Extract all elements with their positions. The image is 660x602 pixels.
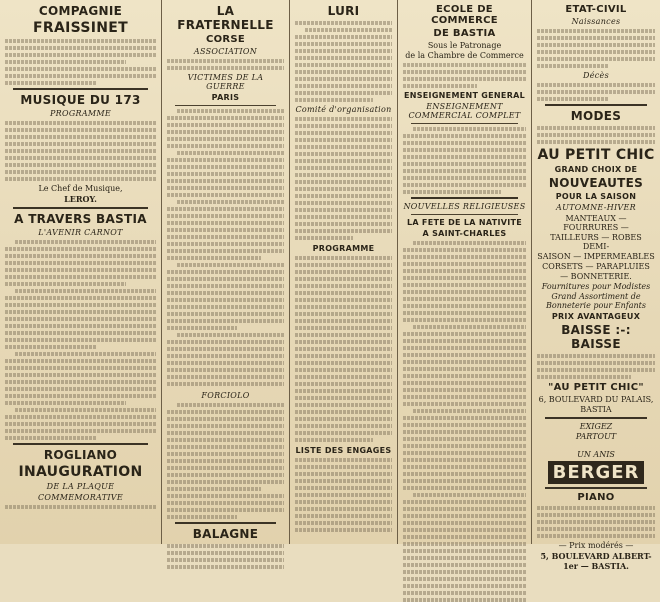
fournitures-line: Fournitures pour Modistes [541,282,651,291]
de-bastia-line: DE BASTIA [433,28,496,39]
pour-la-saison-line: POUR LA SAISON [555,192,637,201]
ecole-heading: ECOLE DE COMMERCE [431,4,498,26]
enseignement-complet: ENSEIGNEMENT COMMERCIAL COMPLET [408,102,521,120]
travers-heading: A TRAVERS BASTIA [14,212,147,226]
association-line: ASSOCIATION [193,47,258,56]
programme-label: PROGRAMME [49,109,112,118]
musique-heading: MUSIQUE DU 173 [20,93,141,107]
compagnie-name: FRAISSINET [33,20,128,36]
berger-brand: BERGER [548,461,645,484]
chef-line: Le Chef de Musique, [38,184,123,193]
saint-charles-line: A SAINT-CHARLES [422,229,507,238]
organisation-heading: Comité d'organisation [295,105,392,114]
saison-line: SAISON — IMPERMEABLES [537,252,655,261]
rogliano-heading: ROGLIANO [43,448,118,462]
commemorative-line: COMMEMORATIVE [37,493,124,502]
inauguration-heading: INAUGURATION [18,464,143,480]
au-petit-chic-quoted: "AU PETIT CHIC" [548,382,644,393]
plaque-line: DE LA PLAQUE [46,482,115,491]
enseignement-general: ENSEIGNEMENT GENERAL [403,91,526,100]
modes-heading: MODES [570,109,622,123]
corse-line: CORSE [205,34,246,45]
column-3 [290,0,398,544]
bottom-address-line: 5, BOULEVARD ALBERT-1er — BASTIA. [540,551,652,571]
nouvelles-heading: NOUVELLES RELIGIEUSES [403,202,526,211]
chambre-line: de la Chambre de Commerce [405,51,524,60]
exigez-line: EXIGEZ [579,422,613,431]
liste-heading: LISTE DES ENGAGES [295,446,392,455]
patronage-line: Sous le Patronage [427,41,502,50]
baisse-line [537,323,655,351]
prix-avantageux-line: PRIX AVANTAGEUX [551,312,641,321]
column-5 [532,0,660,571]
victimes-line: VICTIMES DE LA GUERRE [187,73,264,91]
piano-heading: PIANO [577,492,615,503]
chef-name: LEROY. [64,194,97,204]
naissances-label: Naissances [571,17,621,26]
baisse-left: BAISSE [561,323,611,337]
bonneterie-line: — BONNETERIE. [560,272,632,281]
partout-line: PARTOUT [575,432,617,441]
fraternelle-heading: LA FRATERNELLE [177,4,274,32]
baisse-right: BAISSE [571,337,621,351]
automne-hiver-line: AUTOMNE-HIVER [556,203,636,212]
prix-modeses-line: — Prix modérés — [558,541,634,550]
column-4 [398,0,532,544]
baisse-separator: :-: [615,323,631,337]
bastia-line: BASTIA [580,405,612,414]
programme-heading: PROGRAMME [312,244,375,253]
un-anis: UN ANIS [577,450,615,459]
column-2 [162,0,290,544]
balagne-heading: BALAGNE [192,527,259,541]
berger-ad [537,442,655,484]
corsets-line: CORSETS — PARAPLUIES [542,262,650,271]
assortiment-line: Grand Assortiment de Bonneterie pour Enfants [546,292,646,310]
luri-heading: LURI [327,4,360,18]
nouveautes-line: NOUVEAUTES [548,176,644,190]
deces-label: Décès [583,71,609,80]
avenir-subheading: L'AVENIR CARNOT [38,228,123,237]
fete-line: LA FETE DE LA NATIVITE [406,218,523,227]
column-1 [0,0,162,544]
forciolo-heading: FORCIOLO [201,391,250,400]
etat-civil-heading: ETAT-CIVIL [565,4,627,15]
tailleurs-line: TAILLEURS — ROBES DEMI- [550,233,642,251]
paris-line: PARIS [211,93,240,102]
au-petit-chic-heading: AU PETIT CHIC [537,147,655,163]
compagnie-heading: COMPAGNIE [38,4,123,18]
manteaux-line: MANTEAUX — FOURRURES — [563,214,629,232]
address-line: 6, BOULEVARD DU PALAIS, [538,395,654,404]
grand-choix-line: GRAND CHOIX DE [554,165,638,174]
